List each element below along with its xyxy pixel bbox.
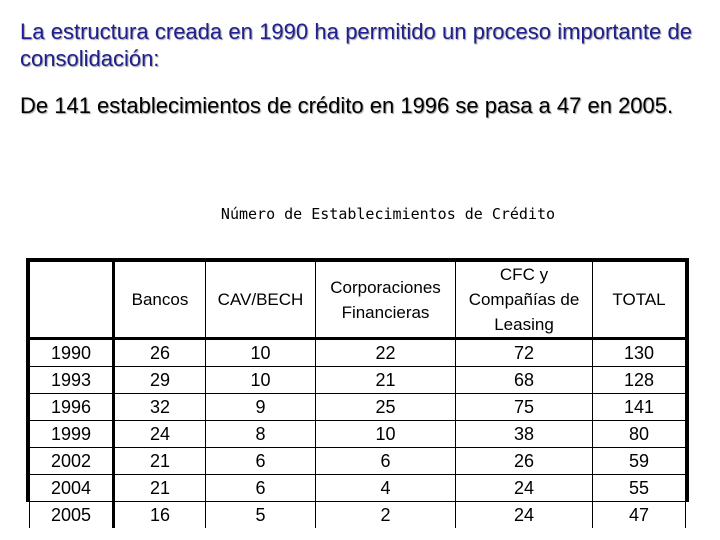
cell-corporaciones: 2 [316,502,456,529]
cell-cav-bech: 10 [206,339,316,367]
cell-corporaciones: 25 [316,394,456,421]
table-row [30,448,686,475]
cell-year: 1993 [30,367,114,394]
cell-total: 80 [593,421,686,448]
cell-bancos: 16 [114,502,206,529]
cell-bancos: 21 [114,448,206,475]
cell-cfc-leasing: 24 [456,475,593,502]
cell-cfc-leasing: 38 [456,421,593,448]
cell-cfc-leasing: 75 [456,394,593,421]
cell-cav-bech: 9 [206,394,316,421]
cell-cav-bech: 8 [206,421,316,448]
cell-cav-bech: 10 [206,367,316,394]
cell-corporaciones: 22 [316,339,456,367]
table-row [30,394,686,421]
credit-establishments-table [29,261,686,528]
header-cfc-leasing: CFC y Compañías de Leasing [456,262,593,339]
header-corporaciones: Corporaciones Financieras [316,262,456,339]
table-row [30,502,686,529]
cell-year: 2005 [30,502,114,529]
cell-cav-bech: 6 [206,448,316,475]
cell-corporaciones: 21 [316,367,456,394]
cell-cav-bech: 6 [206,475,316,502]
table-row [30,421,686,448]
cell-bancos: 24 [114,421,206,448]
header-cav-bech: CAV/BECH [206,262,316,339]
cell-cfc-leasing: 26 [456,448,593,475]
slide-heading: La estructura creada en 1990 ha permitido un proceso importante de consolidación: [20,19,692,71]
cell-bancos: 21 [114,475,206,502]
cell-cfc-leasing: 24 [456,502,593,529]
cell-year: 2004 [30,475,114,502]
header-bancos: Bancos [114,262,206,339]
table-frame [26,258,689,525]
cell-cav-bech: 5 [206,502,316,529]
cell-year: 1999 [30,421,114,448]
cell-total: 130 [593,339,686,367]
cell-bancos: 26 [114,339,206,367]
cell-corporaciones: 4 [316,475,456,502]
cell-corporaciones: 6 [316,448,456,475]
cell-total: 59 [593,448,686,475]
header-year [30,262,114,339]
cell-year: 1996 [30,394,114,421]
table-row [30,475,686,502]
table-row [30,367,686,394]
table-caption: Número de Establecimientos de Crédito [220,205,556,223]
table-row [30,339,686,367]
cell-total: 47 [593,502,686,529]
cell-bancos: 29 [114,367,206,394]
cell-cfc-leasing: 72 [456,339,593,367]
cell-year: 2002 [30,448,114,475]
cell-total: 128 [593,367,686,394]
cell-bancos: 32 [114,394,206,421]
cell-corporaciones: 10 [316,421,456,448]
header-total: TOTAL [593,262,686,339]
key-statement: De 141 establecimientos de crédito en 1996 se pasa a 47 en 2005. [20,93,674,118]
cell-total: 141 [593,394,686,421]
cell-cfc-leasing: 68 [456,367,593,394]
cell-total: 55 [593,475,686,502]
cell-year: 1990 [30,339,114,367]
table-header-row [30,262,686,339]
